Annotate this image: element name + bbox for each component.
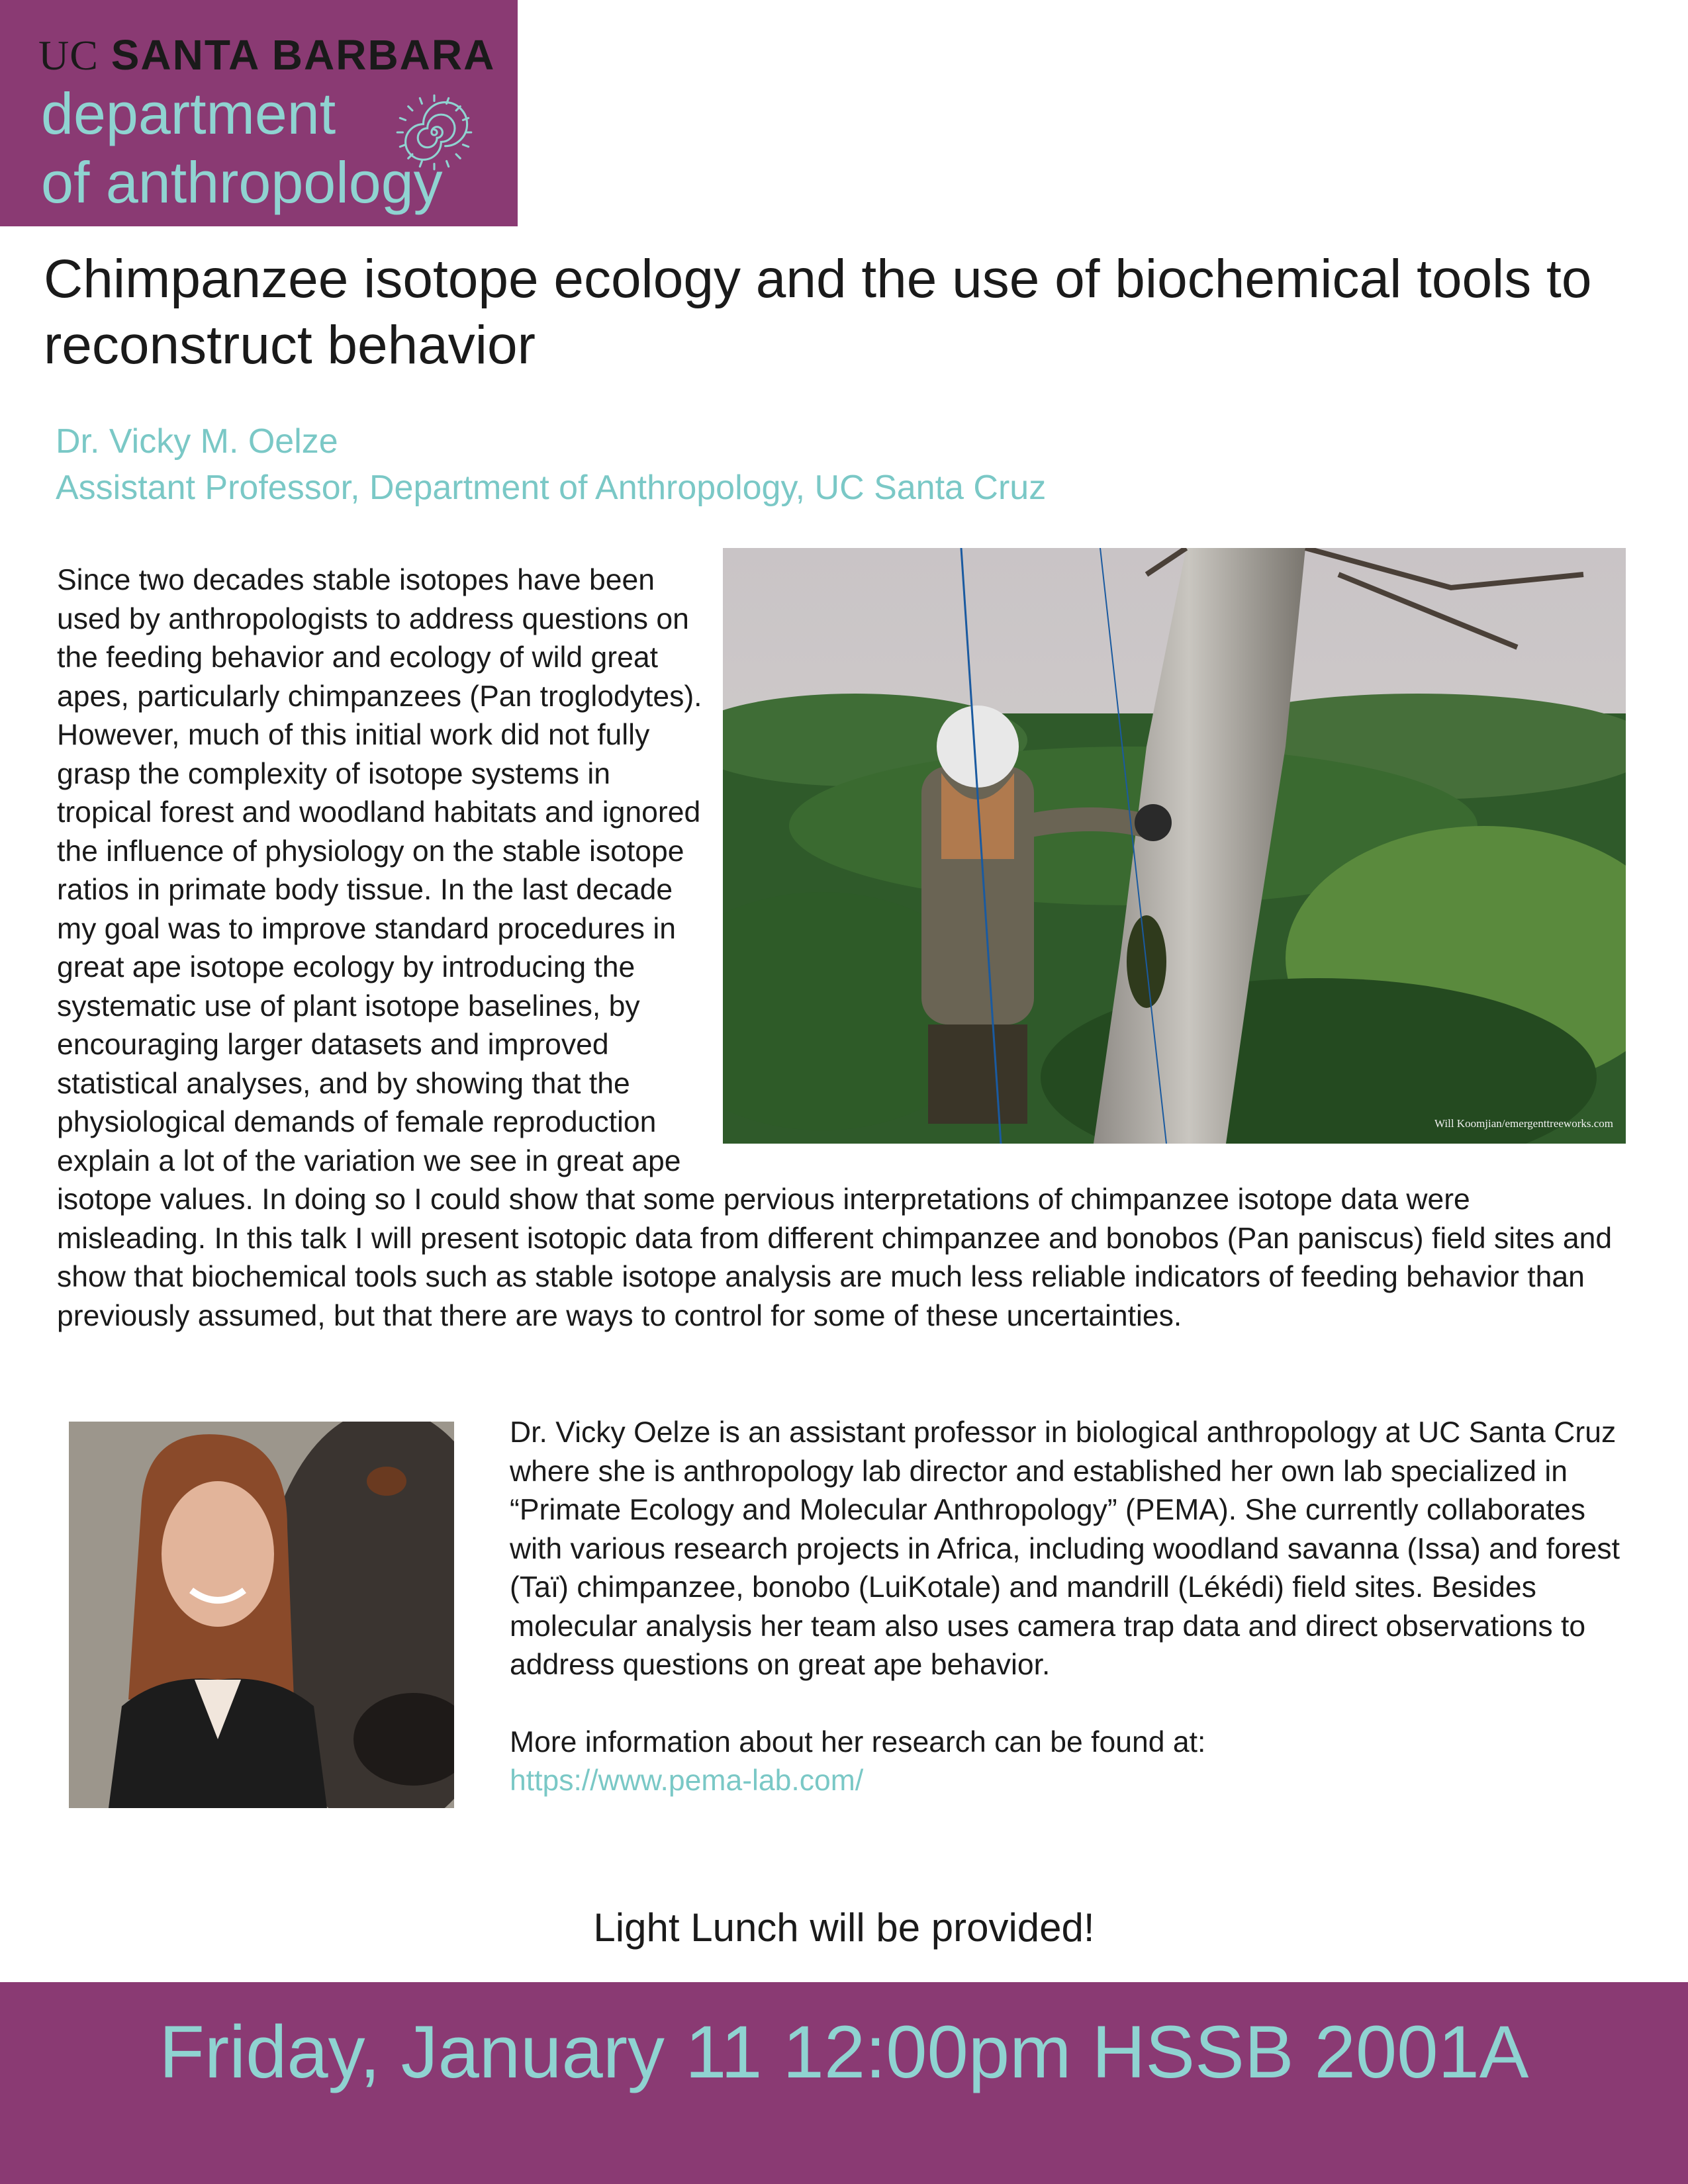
university-name [38, 30, 495, 80]
university-campus: SANTA BARBARA [111, 31, 496, 79]
department-name-line2: of anthropology [41, 150, 443, 215]
lunch-note: Light Lunch will be provided! [593, 1905, 1095, 1950]
speaker-affiliation: Assistant Professor, Department of Anthropology, UC Santa Cruz [56, 469, 1047, 507]
speaker-portrait [69, 1422, 454, 1808]
bio-text: Dr. Vicky Oelze is an assistant professor in biological anthropology at UC Santa Cruz where she is anthropology lab director and established her own lab specialized in “Primate Ecology and Molecular Anthropology” (PEMA). She currently collaborates with various research projects in Africa, including woodland savanna (Issa) and forest (Taï) chimpanzee, bonobo (LuiKotale) and mandrill (Lékédi) field sites. Besides molecular analysis her team also uses camera trap data and direct observations to address questions on great ape behavior. [510, 1416, 1620, 1681]
speaker-bio [510, 1414, 1635, 1801]
more-info-label: More information about her research can be found at: [510, 1725, 1206, 1758]
abstract-text: Since two decades stable isotopes have been used by anthropologists to address questions on the feeding behavior and ecology of wild great apes, particularly chimpanzees (Pan troglodytes). However, much of this initial work did not fully grasp the complexity of isotope systems in tropical forest and woodland habitats and ignored the influence of physiology on the stable isotope ratios in primate body tissue. In the last decade my goal was to improve standard procedures in great ape isotope ecology by introducing the systematic use of plant isotope baselines, by encouraging larger datasets and improved statistical analyses, and by showing that the physiological demands of female reproduction explain a lot of the variation we see in great ape isotope values. In doing so I could show that some pervious interpretations of chimpanzee isotope data were misleading. In this talk I will present isotopic data from different chimpanzee and bonobos (Pan paniscus) field sites and show that biochemical tools such as stable isotope analysis are much less reliable indicators of feeding behavior than previously assumed, but that there are ways to control for some of these uncertainties. [57, 564, 1613, 1332]
research-link[interactable]: https://www.pema-lab.com/ [510, 1764, 864, 1797]
talk-title: Chimpanzee isotope ecology and the use of biochemical tools to reconstruct behavior [44, 249, 1592, 375]
spiral-sun-icon [393, 91, 475, 173]
university-prefix: UC [38, 32, 99, 79]
event-details: Friday, January 11 12:00pm HSSB 2001A [159, 2011, 1529, 2093]
photo-credit: Will Koomjian/emergenttreeworks.com [1434, 1117, 1613, 1130]
abstract-section [57, 561, 1626, 1336]
department-name-line1: department [41, 81, 336, 146]
tree-climbing-photo [723, 548, 1626, 1144]
speaker-name: Dr. Vicky M. Oelze [56, 422, 338, 461]
